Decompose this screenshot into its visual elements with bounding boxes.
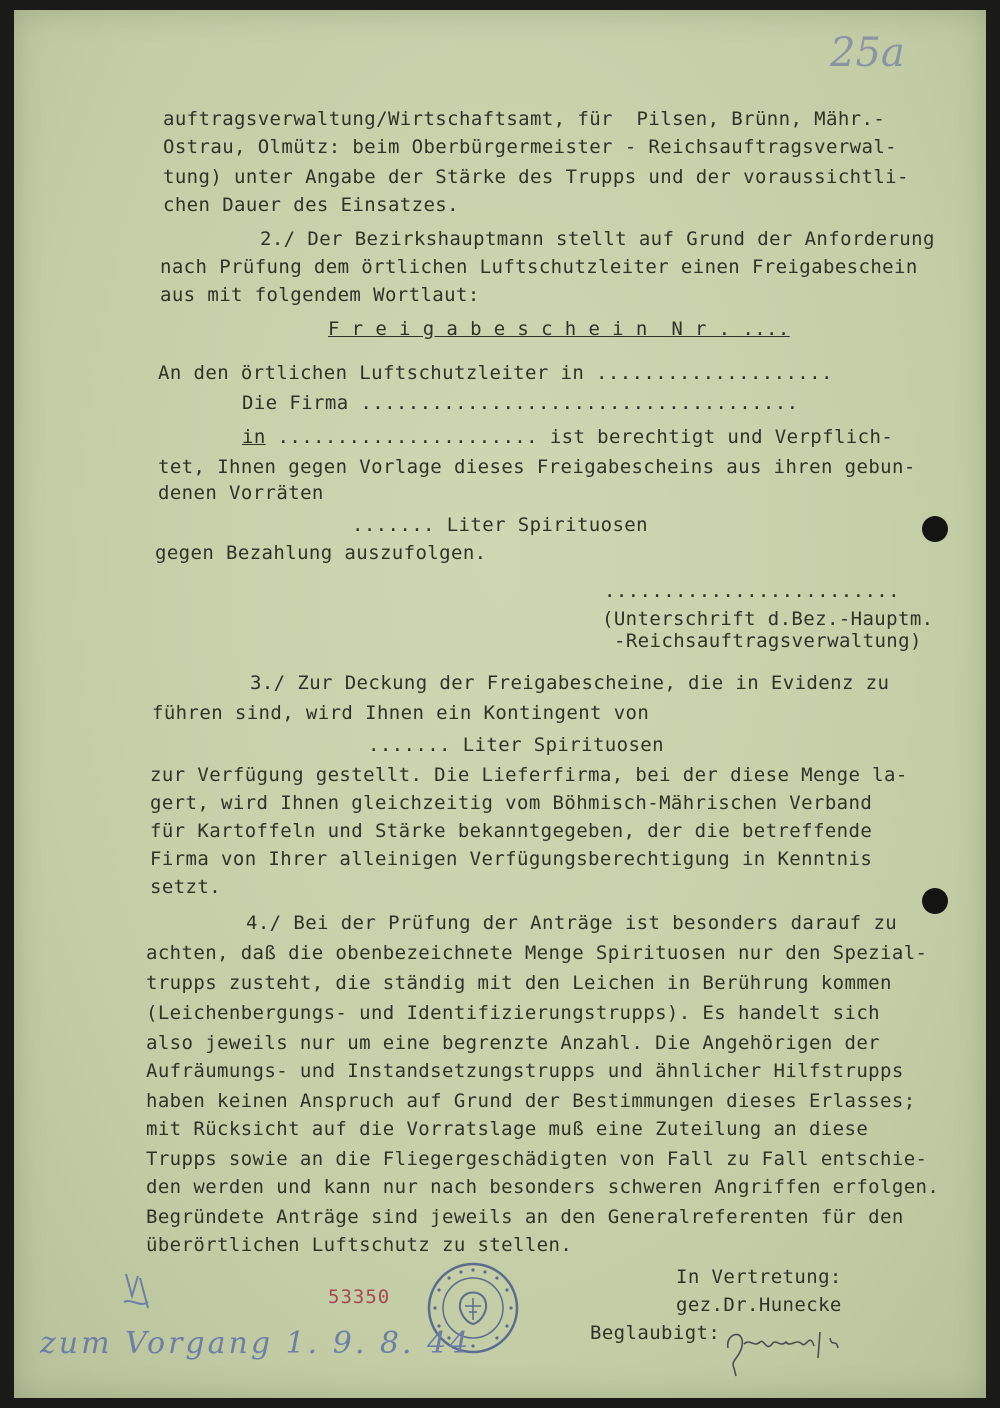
p1-line-3: tung) unter Angabe der Stärke des Trupps und der voraussichtli- xyxy=(163,166,909,188)
form-line-3-rest: ...................... ist berechtigt und Verpflich- xyxy=(265,426,894,448)
registration-number-stamp: 53350 xyxy=(328,1286,391,1308)
p4-line-2: achten, daß die obenbezeichnete Menge Spirituosen nur den Spezial- xyxy=(146,942,928,964)
p2-line-1: 2./ Der Bezirkshauptmann stellt auf Grund der Anforderung xyxy=(260,228,935,250)
p3-line-6: für Kartoffeln und Stärke bekanntgegeben, der die betreffende xyxy=(150,820,873,842)
page-number: 25a xyxy=(830,30,905,76)
p3-line-5: gert, wird Ihnen gleichzeitig vom Böhmisch-Mährischen Verband xyxy=(150,792,873,814)
signature-caption-2: -Reichsauftragsverwaltung) xyxy=(614,630,922,652)
form-line-5: denen Vorräten xyxy=(158,482,324,504)
punch-hole-top xyxy=(922,516,948,542)
handwritten-signature xyxy=(720,1318,860,1378)
form-line-2: Die Firma ..................................... xyxy=(242,392,799,414)
p3-line-8: setzt. xyxy=(150,876,222,898)
p3-line-3: ....... Liter Spirituosen xyxy=(368,734,664,756)
p2-line-3: aus mit folgendem Wortlaut: xyxy=(160,284,480,306)
signature-dots: ......................... xyxy=(604,580,900,602)
form-title: F r e i g a b e s c h e i n N r . .... xyxy=(328,318,790,340)
pencil-initials xyxy=(118,1268,158,1318)
closing-signed: gez.Dr.Hunecke xyxy=(676,1294,842,1316)
form-line-1: An den örtlichen Luftschutzleiter in .................... xyxy=(158,362,833,384)
p4-line-10: den werden und kann nur nach besonders schweren Angriffen erfolgen. xyxy=(146,1176,940,1198)
closing-vertretung: In Vertretung: xyxy=(676,1266,842,1288)
p4-line-6: Aufräumungs- und Instandsetzungstrupps und ähnlicher Hilfstrupps xyxy=(146,1060,904,1082)
form-line-4: tet, Ihnen gegen Vorlage dieses Freigabescheins aus ihren gebun- xyxy=(158,456,916,478)
p3-line-4: zur Verfügung gestellt. Die Lieferfirma, bei der diese Menge la- xyxy=(150,764,908,786)
signature-caption-1: (Unterschrift d.Bez.-Hauptm. xyxy=(602,608,934,630)
p4-line-7: haben keinen Anspruch auf Grund der Bestimmungen dieses Erlasses; xyxy=(146,1090,916,1112)
p3-line-7: Firma von Ihrer alleinigen Verfügungsberechtigung in Kenntnis xyxy=(150,848,873,870)
p1-line-2: Ostrau, Olmütz: beim Oberbürgermeister - Reichsauftragsverwal- xyxy=(163,136,898,158)
p1-line-1: auftragsverwaltung/Wirtschaftsamt, für Pilsen, Brünn, Mähr.- xyxy=(163,108,886,130)
p4-line-12: überörtlichen Luftschutz zu stellen. xyxy=(146,1234,573,1256)
p1-line-4: chen Dauer des Einsatzes. xyxy=(163,194,459,216)
p2-line-2: nach Prüfung dem örtlichen Luftschutzleiter einen Freigabeschein xyxy=(160,256,918,278)
form-line-3-in: in xyxy=(242,426,266,448)
p4-line-11: Begründete Anträge sind jeweils an den Generalreferenten für den xyxy=(146,1206,904,1228)
p4-line-5: also jeweils nur um eine begrenzte Anzahl. Die Angehörigen der xyxy=(146,1032,881,1054)
p4-line-8: mit Rücksicht auf die Vorratslage muß eine Zuteilung an diese xyxy=(146,1118,869,1140)
p4-line-9: Trupps sowie an die Fliegergeschädigten von Fall zu Fall entschie- xyxy=(146,1148,928,1170)
p4-line-3: trupps zusteht, die ständig mit den Leichen in Berührung kommen xyxy=(146,972,892,994)
p3-line-2: führen sind, wird Ihnen ein Kontingent von xyxy=(152,702,650,724)
closing-certified: Beglaubigt: xyxy=(590,1322,721,1344)
p4-line-1: 4./ Bei der Prüfung der Anträge ist besonders darauf zu xyxy=(246,912,898,934)
form-line-7: gegen Bezahlung auszufolgen. xyxy=(155,542,487,564)
form-line-3 xyxy=(242,426,893,448)
punch-hole-bottom xyxy=(922,888,948,914)
handwritten-pencil-note: zum Vorgang 1. 9. 8. 44 xyxy=(40,1326,472,1361)
form-line-6: ....... Liter Spirituosen xyxy=(352,514,648,536)
p3-line-1: 3./ Zur Deckung der Freigabescheine, die in Evidenz zu xyxy=(250,672,890,694)
p4-line-4: (Leichenbergungs- und Identifizierungstrupps). Es handelt sich xyxy=(146,1002,881,1024)
